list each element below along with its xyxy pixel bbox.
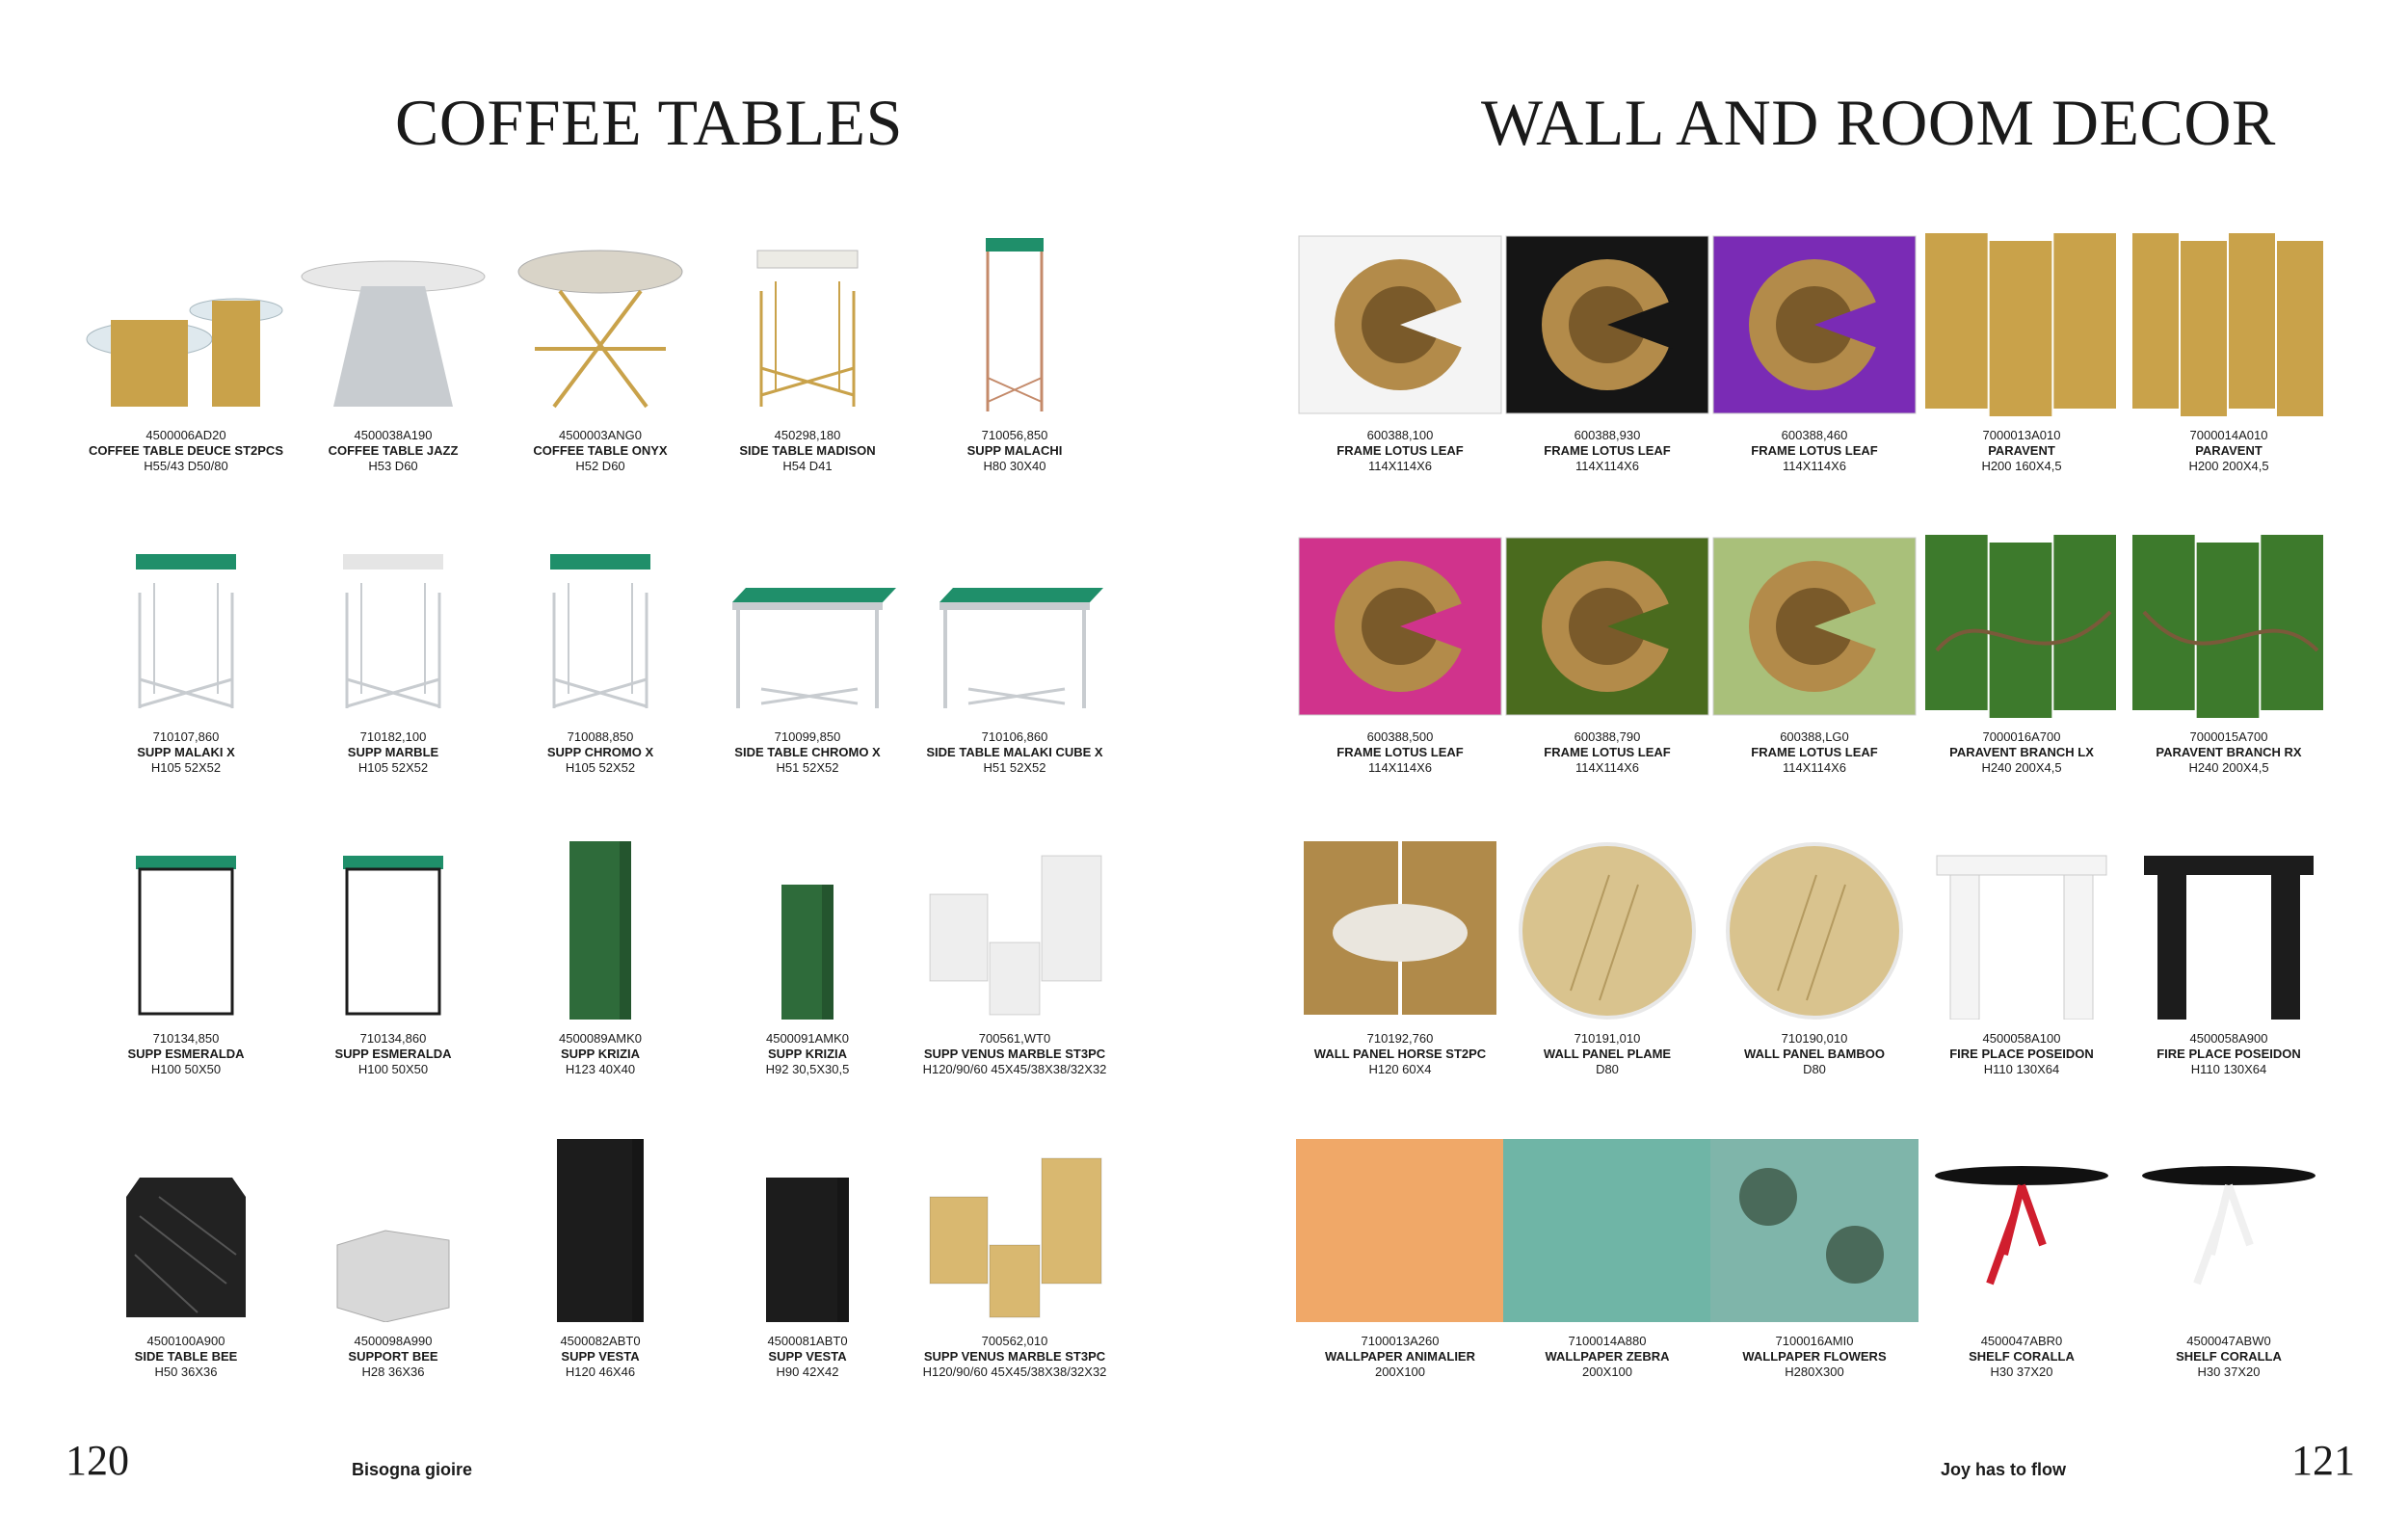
product-image — [1503, 233, 1711, 416]
product-dimensions: H52 D60 — [575, 459, 625, 473]
product-image — [1503, 1139, 1711, 1322]
product-dimensions: 114X114X6 — [1574, 459, 1640, 473]
product-caption — [1710, 1334, 1918, 1380]
product-caption — [1918, 729, 2126, 776]
product-name: SUPP KRIZIA — [767, 1047, 848, 1061]
product-code: 4500100A900 — [146, 1334, 225, 1348]
right-product-card — [2125, 535, 2333, 776]
product-code: 700562,010 — [981, 1334, 1048, 1348]
product-caption — [2125, 1031, 2333, 1077]
left-product-card — [911, 836, 1119, 1077]
product-code: 7000013A010 — [1982, 428, 2061, 442]
product-name: SUPP ESMERALDA — [334, 1047, 452, 1061]
product-caption — [2125, 729, 2333, 776]
product-caption — [1296, 428, 1504, 474]
product-dimensions: H120/90/60 45X45/38X38/32X32 — [922, 1062, 1107, 1076]
product-code: 710106,860 — [981, 729, 1048, 744]
product-caption — [496, 729, 704, 776]
right-product-card — [1710, 836, 1918, 1077]
product-image — [2125, 535, 2333, 718]
product-code: 7100013A260 — [1361, 1334, 1440, 1348]
product-dimensions: H280X300 — [1785, 1365, 1844, 1379]
product-name: FRAME LOTUS LEAF — [1336, 745, 1464, 759]
product-code: 710191,010 — [1574, 1031, 1641, 1046]
product-caption — [703, 1031, 912, 1077]
product-dimensions: H120 60X4 — [1368, 1062, 1432, 1076]
left-section-title: COFFEE TABLES — [395, 86, 903, 159]
product-dimensions: H80 30X40 — [983, 459, 1046, 473]
product-image — [1918, 233, 2126, 416]
product-name: SUPP VENUS MARBLE ST3PC — [923, 1047, 1106, 1061]
product-code: 710107,860 — [152, 729, 220, 744]
right-product-card — [2125, 1139, 2333, 1380]
right-product-card — [1296, 233, 1504, 474]
product-code: 7100016AMI0 — [1775, 1334, 1854, 1348]
right-product-card — [1296, 535, 1504, 776]
product-image — [1918, 836, 2126, 1020]
product-caption — [1710, 729, 1918, 776]
product-caption — [1918, 1334, 2126, 1380]
product-name: SUPP VESTA — [768, 1349, 847, 1364]
product-name: SIDE TABLE MADISON — [739, 443, 876, 458]
product-name: PARAVENT — [1988, 443, 2055, 458]
product-dimensions: H200 200X4,5 — [2188, 459, 2269, 473]
product-caption — [2125, 428, 2333, 474]
left-product-card — [82, 1139, 290, 1380]
product-caption — [289, 729, 497, 776]
right-product-card — [1296, 836, 1504, 1077]
right-product-card — [1710, 1139, 1918, 1380]
left-product-card — [496, 836, 704, 1077]
product-code: 710192,760 — [1366, 1031, 1434, 1046]
right-footer-text: Joy has to flow — [1941, 1460, 2067, 1479]
product-caption — [1296, 729, 1504, 776]
product-dimensions: H120 46X46 — [565, 1365, 636, 1379]
left-product-card — [82, 535, 290, 776]
product-name: PARAVENT BRANCH LX — [1949, 745, 2094, 759]
product-dimensions: H105 52X52 — [357, 760, 429, 775]
product-image — [289, 836, 497, 1020]
product-dimensions: H55/43 D50/80 — [144, 459, 228, 473]
product-image — [82, 836, 290, 1020]
product-caption — [496, 428, 704, 474]
product-name: FIRE PLACE POSEIDON — [2157, 1047, 2301, 1061]
product-code: 710134,860 — [359, 1031, 427, 1046]
product-name: SUPP CHROMO X — [546, 745, 654, 759]
right-product-card — [1918, 535, 2126, 776]
product-image — [2125, 1139, 2333, 1322]
product-code: 600388,460 — [1781, 428, 1848, 442]
product-code: 600388,100 — [1366, 428, 1434, 442]
left-product-card — [289, 535, 497, 776]
product-code: 4500089AMK0 — [558, 1031, 642, 1046]
product-image — [289, 1139, 497, 1322]
product-dimensions: H105 52X52 — [150, 760, 222, 775]
right-product-card — [1918, 233, 2126, 474]
product-image — [703, 1139, 912, 1322]
product-dimensions: H240 200X4,5 — [2188, 760, 2269, 775]
product-dimensions: 114X114X6 — [1574, 760, 1640, 775]
product-image — [496, 233, 704, 416]
product-image — [2125, 836, 2333, 1020]
product-code: 4500058A100 — [1982, 1031, 2061, 1046]
right-product-card — [1503, 836, 1711, 1077]
product-caption — [82, 1334, 290, 1380]
left-product-card — [289, 233, 497, 474]
left-product-card — [911, 1139, 1119, 1380]
product-dimensions: H123 40X40 — [565, 1062, 636, 1076]
product-dimensions: H200 160X4,5 — [1981, 459, 2062, 473]
product-code: 600388,790 — [1574, 729, 1641, 744]
product-dimensions: 114X114X6 — [1367, 459, 1433, 473]
left-product-card — [496, 1139, 704, 1380]
left-product-card — [289, 1139, 497, 1380]
product-image — [1710, 1139, 1918, 1322]
product-caption — [1710, 428, 1918, 474]
left-product-card — [82, 233, 290, 474]
left-product-card — [911, 233, 1119, 474]
product-image — [703, 233, 912, 416]
product-name: FRAME LOTUS LEAF — [1544, 443, 1671, 458]
product-dimensions: 200X100 — [1581, 1365, 1633, 1379]
product-caption — [2125, 1334, 2333, 1380]
product-image — [289, 233, 497, 416]
product-dimensions: H120/90/60 45X45/38X38/32X32 — [922, 1365, 1107, 1379]
product-name: FRAME LOTUS LEAF — [1336, 443, 1464, 458]
product-name: SIDE TABLE MALAKI CUBE X — [926, 745, 1103, 759]
product-name: FIRE PLACE POSEIDON — [1949, 1047, 2094, 1061]
product-image — [911, 535, 1119, 718]
product-name: SHELF CORALLA — [2176, 1349, 2282, 1364]
product-image — [289, 535, 497, 718]
right-section-title: WALL AND ROOM DECOR — [1481, 86, 2276, 159]
left-product-card — [703, 233, 912, 474]
product-code: 4500038A190 — [354, 428, 433, 442]
product-caption — [1296, 1334, 1504, 1380]
product-name: SIDE TABLE CHROMO X — [734, 745, 881, 759]
product-code: 600388,500 — [1366, 729, 1434, 744]
product-image — [82, 233, 290, 416]
product-name: PARAVENT — [2195, 443, 2262, 458]
product-code: 4500091AMK0 — [765, 1031, 849, 1046]
product-caption — [1503, 729, 1711, 776]
product-caption — [289, 1334, 497, 1380]
product-name: SUPP VESTA — [561, 1349, 640, 1364]
product-name: WALLPAPER FLOWERS — [1742, 1349, 1887, 1364]
product-dimensions: H50 36X36 — [154, 1365, 218, 1379]
product-caption — [1918, 1031, 2126, 1077]
left-product-card — [496, 535, 704, 776]
product-code: 4500082ABT0 — [560, 1334, 641, 1348]
product-code: 4500098A990 — [354, 1334, 433, 1348]
product-name: WALL PANEL HORSE ST2PC — [1313, 1047, 1487, 1061]
product-dimensions: H30 37X20 — [1990, 1365, 2053, 1379]
product-image — [496, 836, 704, 1020]
product-image — [911, 836, 1119, 1020]
product-caption — [496, 1031, 704, 1077]
product-image — [911, 233, 1119, 416]
product-name: SUPP VENUS MARBLE ST3PC — [923, 1349, 1106, 1364]
product-name: SIDE TABLE BEE — [134, 1349, 238, 1364]
product-name: SUPPORT BEE — [348, 1349, 438, 1364]
product-code: 7100014A880 — [1568, 1334, 1647, 1348]
product-name: WALLPAPER ANIMALIER — [1325, 1349, 1475, 1364]
product-dimensions: 200X100 — [1374, 1365, 1426, 1379]
left-product-card — [911, 535, 1119, 776]
product-caption — [911, 428, 1119, 474]
left-product-card — [703, 535, 912, 776]
left-product-card — [496, 233, 704, 474]
right-product-card — [1710, 233, 1918, 474]
product-code: 7000014A010 — [2189, 428, 2268, 442]
product-caption — [82, 1031, 290, 1077]
product-caption — [703, 428, 912, 474]
product-code: 4500003ANG0 — [558, 428, 642, 442]
product-caption — [496, 1334, 704, 1380]
product-caption — [289, 1031, 497, 1077]
left-page-number: 120 — [66, 1437, 129, 1484]
product-image — [1296, 836, 1504, 1020]
product-caption — [703, 729, 912, 776]
right-product-card — [1503, 233, 1711, 474]
product-dimensions: H30 37X20 — [2197, 1365, 2261, 1379]
product-code: 4500006AD20 — [146, 428, 226, 442]
product-image — [703, 836, 912, 1020]
right-product-card — [1918, 836, 2126, 1077]
product-name: COFFEE TABLE DEUCE ST2PCS — [88, 443, 283, 458]
product-dimensions: H90 42X42 — [776, 1365, 839, 1379]
product-name: COFFEE TABLE JAZZ — [328, 443, 459, 458]
product-dimensions: D80 — [1596, 1062, 1619, 1076]
product-name: SHELF CORALLA — [1969, 1349, 2075, 1364]
product-dimensions: D80 — [1803, 1062, 1826, 1076]
product-caption — [1503, 428, 1711, 474]
left-product-card — [289, 836, 497, 1077]
product-code: 600388,930 — [1574, 428, 1641, 442]
product-code: 7000016A700 — [1982, 729, 2061, 744]
product-name: SUPP MALACHI — [966, 443, 1063, 458]
product-name: WALL PANEL PLAME — [1543, 1047, 1672, 1061]
product-dimensions: H105 52X52 — [565, 760, 636, 775]
product-image — [1710, 233, 1918, 416]
product-code: 710190,010 — [1781, 1031, 1848, 1046]
right-product-card — [1710, 535, 1918, 776]
product-caption — [1296, 1031, 1504, 1077]
product-image — [1296, 535, 1504, 718]
left-product-card — [82, 836, 290, 1077]
product-caption — [82, 729, 290, 776]
product-dimensions: 114X114X6 — [1782, 459, 1847, 473]
product-image — [1710, 836, 1918, 1020]
product-caption — [82, 428, 290, 474]
product-image — [496, 535, 704, 718]
product-dimensions: H54 D41 — [782, 459, 833, 473]
product-name: SUPP KRIZIA — [560, 1047, 641, 1061]
product-image — [1710, 535, 1918, 718]
product-code: 710088,850 — [567, 729, 634, 744]
product-code: 450298,180 — [774, 428, 841, 442]
right-product-card — [2125, 836, 2333, 1077]
product-code: 600388,LG0 — [1780, 729, 1849, 744]
product-code: 710099,850 — [774, 729, 841, 744]
left-product-card — [703, 836, 912, 1077]
product-name: FRAME LOTUS LEAF — [1751, 443, 1878, 458]
product-image — [496, 1139, 704, 1322]
product-image — [82, 535, 290, 718]
product-image — [1918, 1139, 2126, 1322]
left-footer-text: Bisogna gioire — [352, 1460, 473, 1479]
product-dimensions: H28 36X36 — [361, 1365, 425, 1379]
product-dimensions: H92 30,5X30,5 — [765, 1062, 850, 1076]
product-dimensions: 114X114X6 — [1782, 760, 1847, 775]
product-name: WALLPAPER ZEBRA — [1545, 1349, 1670, 1364]
product-image — [2125, 233, 2333, 416]
product-caption — [911, 1031, 1119, 1077]
product-code: 4500058A900 — [2189, 1031, 2268, 1046]
right-product-card — [1296, 1139, 1504, 1380]
product-name: SUPP ESMERALDA — [127, 1047, 245, 1061]
product-dimensions: 114X114X6 — [1367, 760, 1433, 775]
product-name: PARAVENT BRANCH RX — [2156, 745, 2302, 759]
product-dimensions: H100 50X50 — [150, 1062, 222, 1076]
product-name: FRAME LOTUS LEAF — [1544, 745, 1671, 759]
right-product-card — [1503, 535, 1711, 776]
right-product-card — [2125, 233, 2333, 474]
right-product-card — [1503, 1139, 1711, 1380]
product-name: WALL PANEL BAMBOO — [1744, 1047, 1885, 1061]
product-caption — [1503, 1031, 1711, 1077]
product-caption — [1710, 1031, 1918, 1077]
product-caption — [703, 1334, 912, 1380]
product-image — [1296, 1139, 1504, 1322]
product-code: 7000015A700 — [2189, 729, 2268, 744]
product-code: 4500047ABW0 — [2186, 1334, 2271, 1348]
product-code: 4500047ABR0 — [1980, 1334, 2063, 1348]
product-code: 4500081ABT0 — [767, 1334, 848, 1348]
product-code: 700561,WT0 — [978, 1031, 1051, 1046]
product-caption — [289, 428, 497, 474]
left-product-card — [703, 1139, 912, 1380]
product-image — [911, 1139, 1119, 1322]
product-image — [1296, 233, 1504, 416]
product-caption — [1503, 1334, 1711, 1380]
product-image — [1503, 836, 1711, 1020]
right-page-number: 121 — [2291, 1437, 2355, 1484]
product-image — [1918, 535, 2126, 718]
product-name: SUPP MALAKI X — [137, 745, 235, 759]
product-caption — [911, 1334, 1119, 1380]
product-code: 710182,100 — [359, 729, 427, 744]
product-name: FRAME LOTUS LEAF — [1751, 745, 1878, 759]
product-dimensions: H110 130X64 — [1983, 1062, 2060, 1076]
product-image — [703, 535, 912, 718]
product-image — [82, 1139, 290, 1322]
product-dimensions: H240 200X4,5 — [1981, 760, 2062, 775]
product-code: 710056,850 — [981, 428, 1048, 442]
product-dimensions: H53 D60 — [368, 459, 418, 473]
product-dimensions: H100 50X50 — [357, 1062, 429, 1076]
product-dimensions: H51 52X52 — [776, 760, 839, 775]
product-image — [1503, 535, 1711, 718]
product-caption — [911, 729, 1119, 776]
product-caption — [1918, 428, 2126, 474]
product-code: 710134,850 — [152, 1031, 220, 1046]
right-product-card — [1918, 1139, 2126, 1380]
product-name: COFFEE TABLE ONYX — [533, 443, 668, 458]
product-name: SUPP MARBLE — [347, 745, 439, 759]
product-dimensions: H110 130X64 — [2190, 1062, 2267, 1076]
product-dimensions: H51 52X52 — [983, 760, 1046, 775]
